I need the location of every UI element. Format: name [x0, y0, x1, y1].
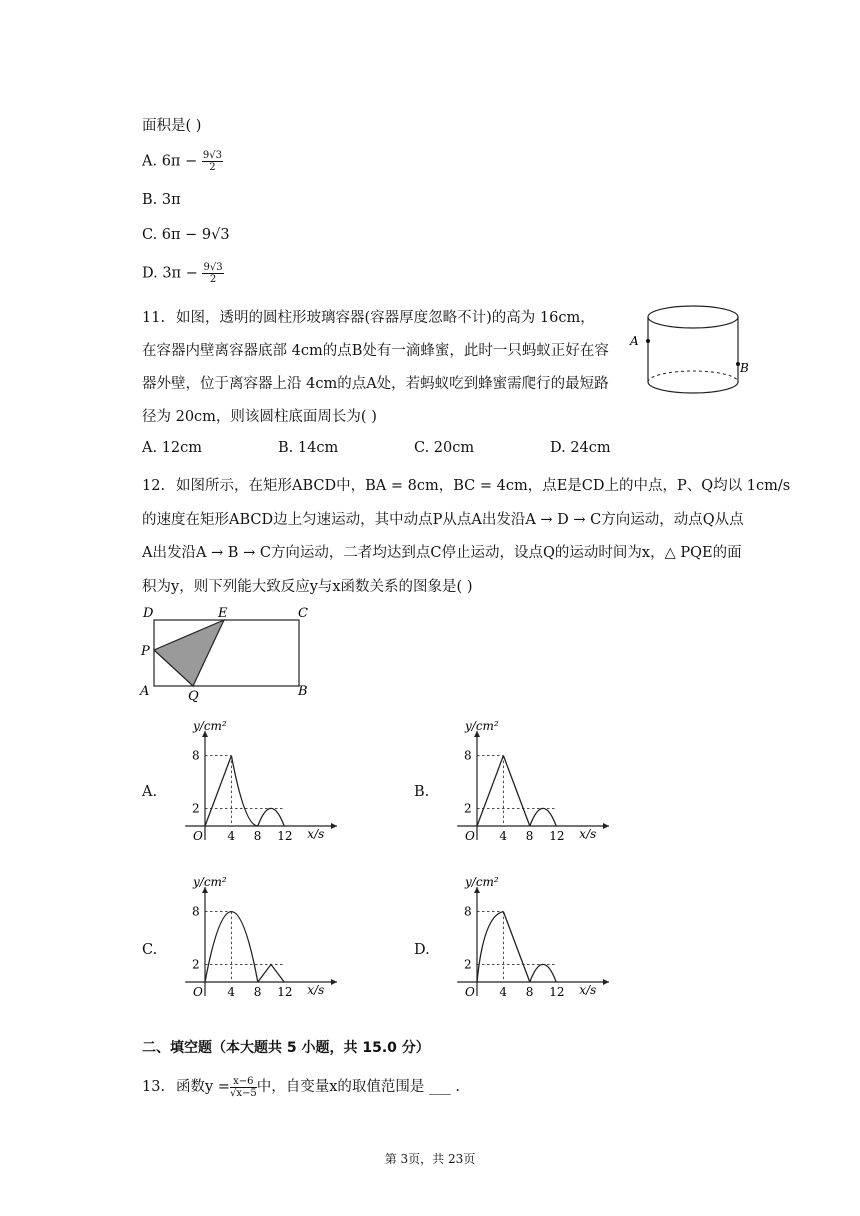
- y-tick-label: 8: [192, 748, 200, 763]
- function-curve: [258, 964, 284, 982]
- svg-text:P: P: [141, 644, 150, 659]
- y-tick-label: 2: [192, 957, 200, 972]
- x-tick-label: 4: [499, 985, 508, 999]
- origin-label: O: [465, 985, 475, 999]
- q10-option-a: A. 6π − $\frac{9√3}{2}$: [142, 150, 222, 173]
- svg-text:A: A: [140, 684, 150, 699]
- point-b-label: B: [740, 361, 749, 375]
- q12-line-3: A出发沿A → B → C方向运动，二者均达到点C停止运动，设点Q的运动时间为x，△ PQE的面: [142, 545, 742, 561]
- x-axis-arrow: [603, 979, 609, 985]
- svg-text:Q: Q: [188, 689, 199, 704]
- q12-option-c-letter: C.: [142, 942, 158, 958]
- q13-number: 13.: [142, 1079, 166, 1095]
- q11-line-4: 径为 20cm，则该圆柱底面周长为( ): [142, 409, 377, 425]
- cylinder-figure: [624, 300, 754, 400]
- function-curve: [205, 756, 231, 826]
- x-tick-label: 12: [549, 985, 565, 999]
- y-tick-label: 8: [464, 904, 472, 919]
- q12-number: 12.: [142, 478, 166, 494]
- x-tick-label: 8: [525, 985, 534, 999]
- x-axis-arrow: [331, 979, 337, 985]
- graph-d: [432, 876, 612, 1006]
- y-tick-label: 2: [192, 801, 200, 816]
- origin-label: O: [193, 829, 203, 843]
- x-axis-label: x/s: [307, 983, 325, 997]
- function-curve: [503, 912, 529, 982]
- q11-line-1: 11. 如图，透明的圆柱形玻璃容器(容器厚度忽略不计)的高为 16cm，: [142, 310, 595, 326]
- function-curve: [258, 808, 284, 826]
- q12-line-1: 12. 如图所示，在矩形ABCD中，BA = 8cm，BC = 4cm，点E是CD上的中点，P、Q均以 1cm/s: [142, 478, 791, 494]
- triangle-pqe: [154, 620, 224, 686]
- y-tick-label: 8: [464, 748, 472, 763]
- q11-option-b: B. 14cm: [278, 440, 339, 456]
- svg-text:E: E: [218, 606, 228, 621]
- x-axis-arrow: [603, 823, 609, 829]
- graph-c: [160, 876, 340, 1006]
- q13-line: 13. 函数y = $\frac{x-6}{√x-5}$ 中，自变量x的取值范围是 ___ .: [142, 1075, 460, 1099]
- y-tick-label: 8: [192, 904, 200, 919]
- x-axis-label: x/s: [579, 983, 597, 997]
- x-tick-label: 12: [277, 985, 293, 999]
- origin-label: O: [193, 985, 203, 999]
- x-tick-label: 12: [549, 829, 565, 843]
- x-tick-label: 4: [227, 829, 236, 843]
- y-axis-label: y/cm²: [193, 720, 227, 733]
- point-a-label: A: [630, 334, 639, 348]
- rectangle-figure: [138, 600, 318, 705]
- graph-a: [160, 720, 340, 850]
- x-tick-label: 8: [525, 829, 534, 843]
- q11-number: 11.: [142, 310, 166, 326]
- function-curve: [530, 964, 556, 982]
- function-curve: [530, 808, 556, 826]
- x-axis-label: x/s: [307, 827, 325, 841]
- function-curve: [503, 756, 529, 826]
- x-tick-label: 8: [253, 829, 262, 843]
- q10-option-b: B. 3π: [142, 192, 181, 208]
- y-axis-label: y/cm²: [465, 720, 499, 733]
- x-axis-arrow: [331, 823, 337, 829]
- q11-option-a: A. 12cm: [142, 440, 203, 456]
- function-curve: [231, 756, 257, 826]
- x-tick-label: 4: [499, 829, 508, 843]
- y-axis-label: y/cm²: [465, 876, 499, 889]
- function-curve: [477, 756, 503, 826]
- q10-stem-tail: 面积是( ): [142, 118, 202, 134]
- q10-option-d: D. 3π − $\frac{9√3}{2}$: [142, 262, 223, 285]
- y-axis-label: y/cm²: [193, 876, 227, 889]
- function-curve: [477, 912, 503, 982]
- point-a-dot: [646, 339, 650, 343]
- q12-option-d-letter: D.: [414, 942, 430, 958]
- q11-option-c: C. 20cm: [414, 440, 475, 456]
- graph-b: [432, 720, 612, 850]
- svg-text:D: D: [143, 606, 154, 621]
- q11-line-3: 器外壁，位于离容器上沿 4cm的点A处，若蚂蚁吃到蜂蜜需爬行的最短路: [142, 376, 609, 392]
- x-tick-label: 12: [277, 829, 293, 843]
- svg-text:C: C: [298, 606, 308, 621]
- q12-option-b-letter: B.: [414, 784, 430, 800]
- x-tick-label: 4: [227, 985, 236, 999]
- q11-option-d: D. 24cm: [550, 440, 611, 456]
- q12-option-a-letter: A.: [142, 784, 158, 800]
- page-footer: 第 3页，共 23页: [384, 1152, 476, 1166]
- section-heading: 二、填空题（本大题共 5 小题，共 15.0 分）: [142, 1040, 430, 1056]
- q12-line-4: 积为y，则下列能大致反应y与x函数关系的图象是( ): [142, 579, 473, 595]
- q12-line-2: 的速度在矩形ABCD边上匀速运动，其中动点P从点A出发沿A → D → C方向运动，动点Q从点: [142, 512, 744, 528]
- y-tick-label: 2: [464, 957, 472, 972]
- y-tick-label: 2: [464, 801, 472, 816]
- q10-option-c: C. 6π − 9√3: [142, 227, 230, 243]
- origin-label: O: [465, 829, 475, 843]
- x-tick-label: 8: [253, 985, 262, 999]
- svg-text:B: B: [298, 684, 308, 699]
- x-axis-label: x/s: [579, 827, 597, 841]
- q11-line-2: 在容器内壁离容器底部 4cm的点B处有一滴蜂蜜，此时一只蚂蚁正好在容: [142, 343, 609, 359]
